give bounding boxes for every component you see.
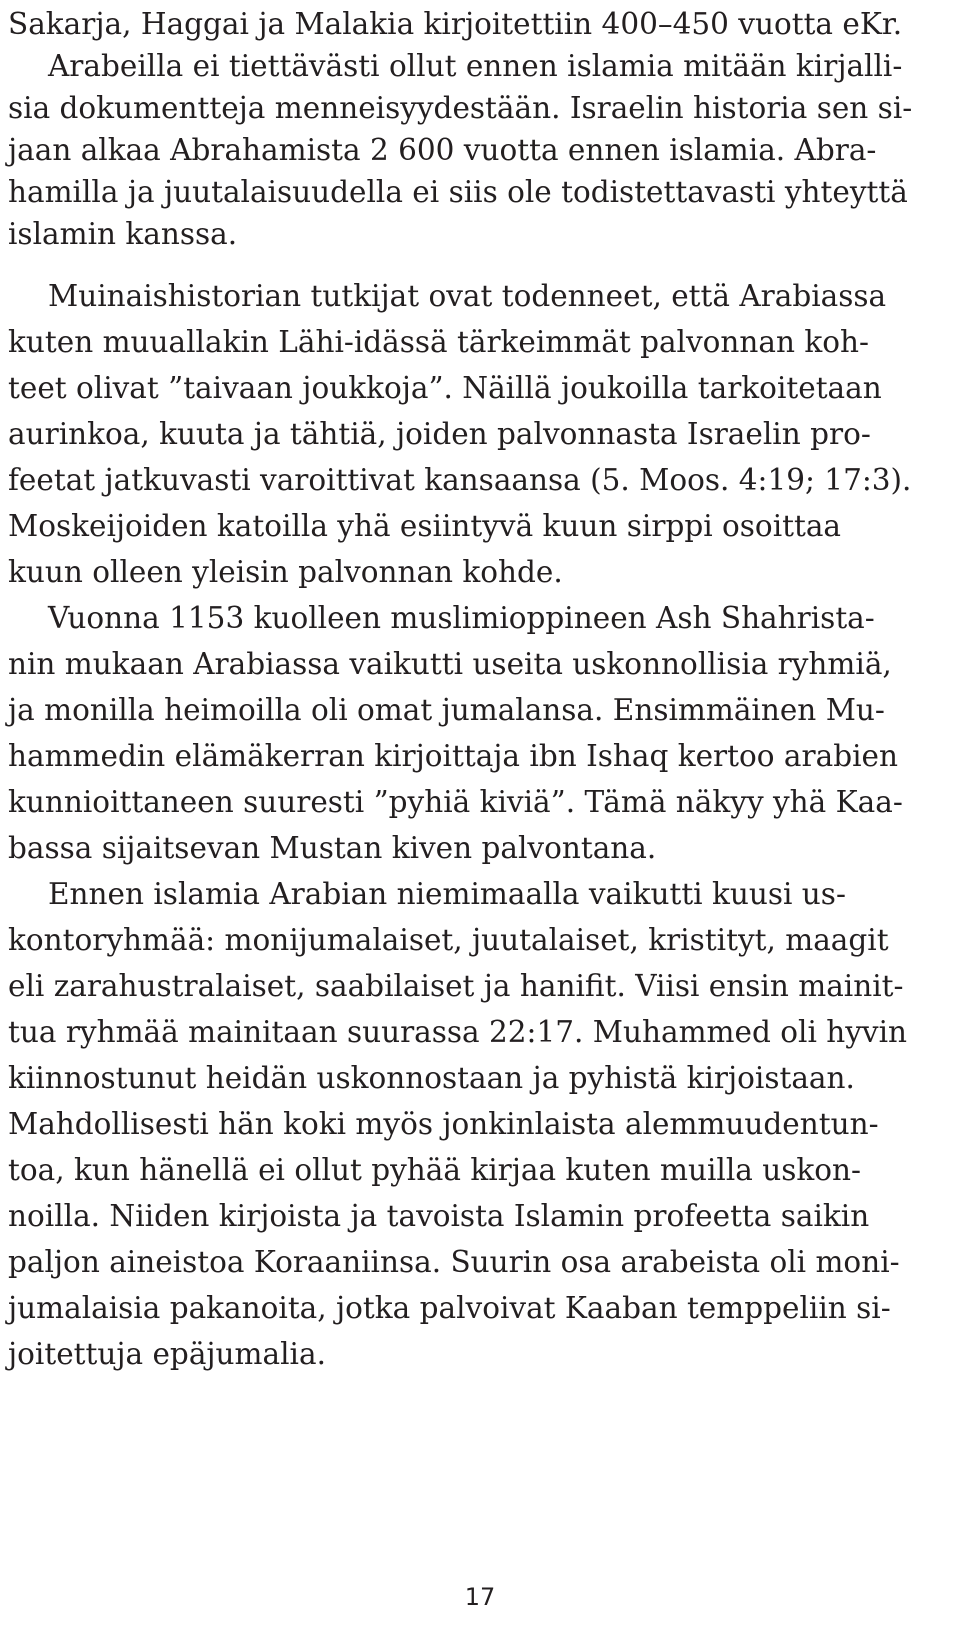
text-line: kuun olleen yleisin palvonnan kohde. xyxy=(8,555,563,589)
text-line: kiinnostunut heidän uskonnostaan ja pyhistä kirjoistaan. xyxy=(8,1061,855,1095)
text-line: aurinkoa, kuuta ja tähtiä, joiden palvonnasta Israelin pro- xyxy=(8,417,871,451)
text-line: feetat jatkuvasti varoittivat kansaansa (5. Moos. 4:19; 17:3). xyxy=(8,463,912,497)
text-line: noilla. Niiden kirjoista ja tavoista Islamin profeetta saikin xyxy=(8,1199,870,1233)
text-line: Muinaishistorian tutkijat ovat todenneet, että Arabiassa xyxy=(48,279,887,313)
text-line: Ennen islamia Arabian niemimaalla vaikutti kuusi us- xyxy=(48,877,846,911)
text-line: bassa sijaitsevan Mustan kiven palvontana. xyxy=(8,831,657,865)
text-line: jaan alkaa Abrahamista 2 600 vuotta ennen islamia. Abra- xyxy=(8,133,877,167)
text-line: Mahdollisesti hän koki myös jonkinlaista alemmuudentun- xyxy=(8,1107,879,1141)
text-line: kunnioittaneen suuresti ”pyhiä kiviä”. Tämä näkyy yhä Kaa- xyxy=(8,785,903,819)
text-line: Vuonna 1153 kuolleen muslimioppineen Ash Shahrista- xyxy=(48,601,875,635)
text-line: Sakarja, Haggai ja Malakia kirjoitettiin 400–450 vuotta eKr. xyxy=(8,7,903,41)
text-line: islamin kanssa. xyxy=(8,217,238,251)
text-line: kontoryhmää: monijumalaiset, juutalaiset, kristityt, maagit xyxy=(8,923,889,957)
page-number: 17 xyxy=(464,1583,496,1611)
text-line: eli zarahustralaiset, saabilaiset ja hanifit. Viisi ensin mainit- xyxy=(8,969,904,1003)
text-line: jumalaisia pakanoita, jotka palvoivat Kaaban temppeliin si- xyxy=(8,1291,891,1325)
text-line: paljon aineistoa Koraaniinsa. Suurin osa arabeista oli moni- xyxy=(8,1245,900,1279)
text-line: kuten muuallakin Lähi-idässä tärkeimmät palvonnan koh- xyxy=(8,325,869,359)
text-line: nin mukaan Arabiassa vaikutti useita uskonnollisia ryhmiä, xyxy=(8,647,892,681)
text-line: Arabeilla ei tiettävästi ollut ennen islamia mitään kirjalli- xyxy=(48,49,903,83)
text-line: toa, kun hänellä ei ollut pyhää kirjaa kuten muilla uskon- xyxy=(8,1153,861,1187)
text-line: hamilla ja juutalaisuudella ei siis ole todistettavasti yhteyttä xyxy=(8,175,908,209)
text-line: ja monilla heimoilla oli omat jumalansa. Ensimmäinen Mu- xyxy=(8,693,885,727)
text-line: joitettuja epäjumalia. xyxy=(8,1337,326,1371)
text-line: Moskeijoiden katoilla yhä esiintyvä kuun sirppi osoittaa xyxy=(8,509,842,543)
book-page xyxy=(8,0,952,1637)
text-line: tua ryhmää mainitaan suurassa 22:17. Muhammed oli hyvin xyxy=(8,1015,908,1049)
text-line: hammedin elämäkerran kirjoittaja ibn Ishaq kertoo arabien xyxy=(8,739,898,773)
text-line: sia dokumentteja menneisyydestään. Israelin historia sen si- xyxy=(8,91,913,125)
text-line: teet olivat ”taivaan joukkoja”. Näillä joukoilla tarkoitetaan xyxy=(8,371,882,405)
